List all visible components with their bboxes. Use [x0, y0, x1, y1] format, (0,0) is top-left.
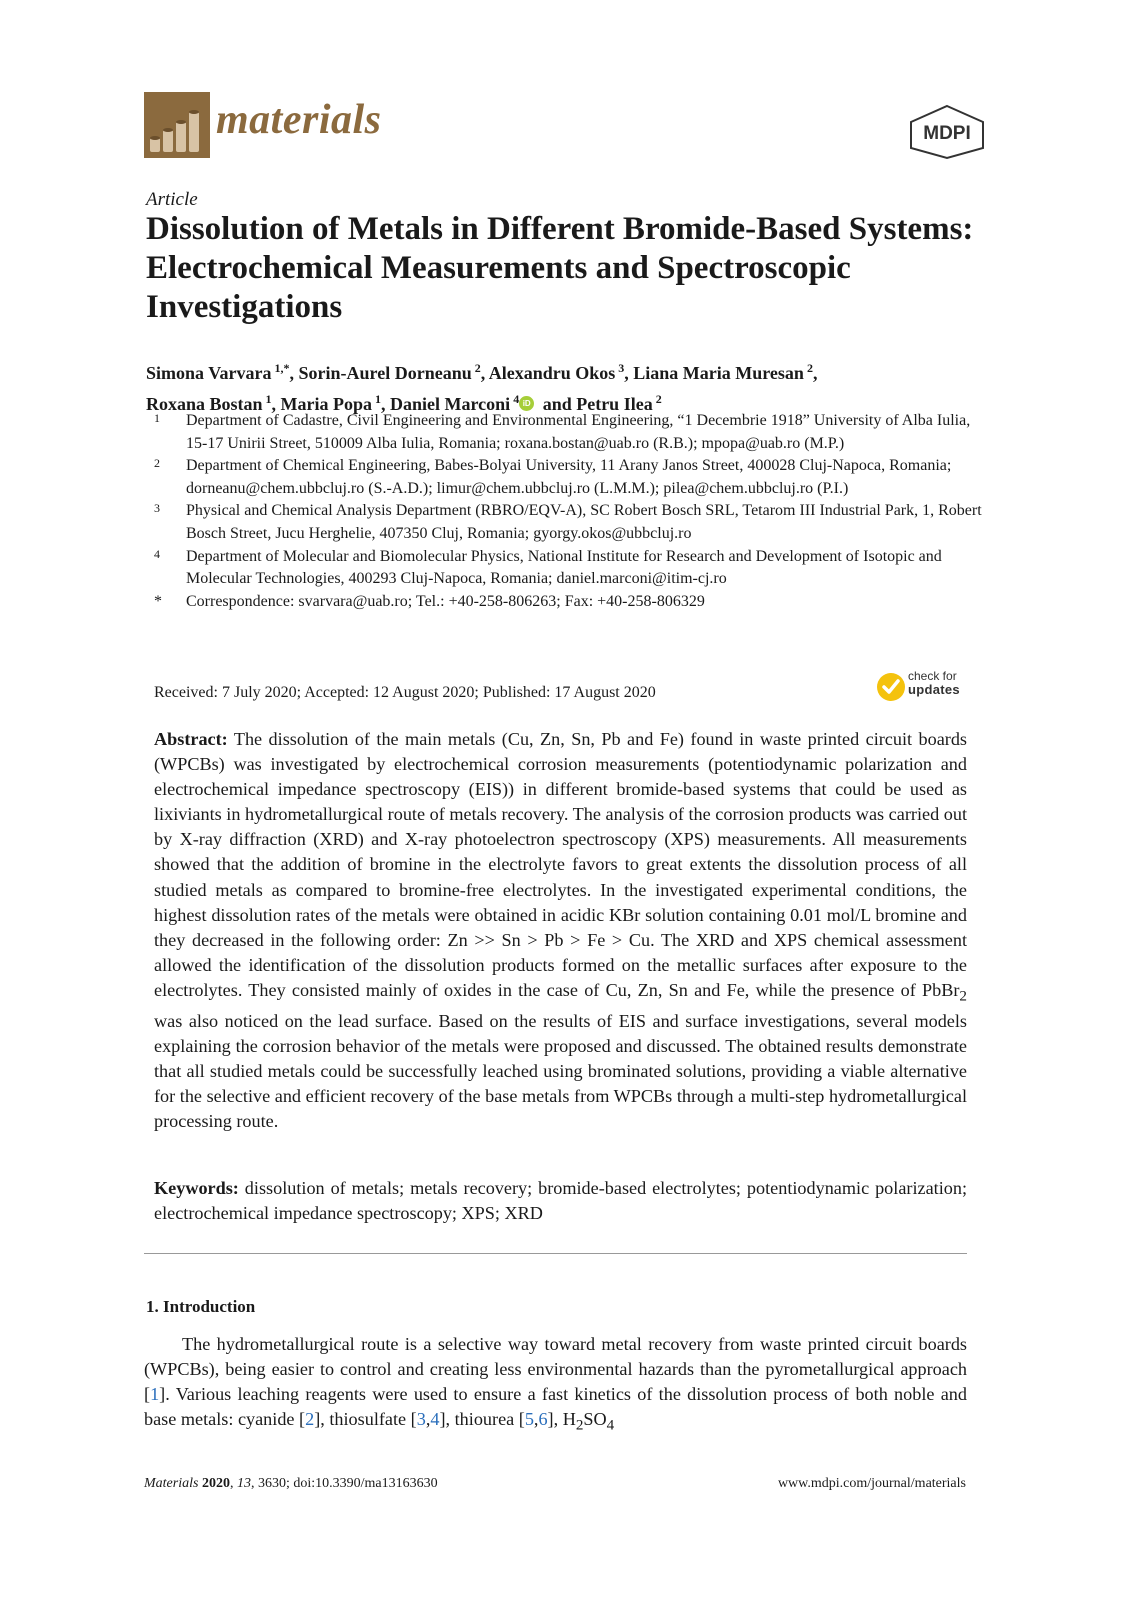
affiliation-text: Department of Molecular and Biomolecular Physics, National Institute for Research and Development of Isotopic and Molecular Technologies, 400293 Cluj-Napoca, Romania; daniel.marconi@itim-cj.ro: [186, 547, 942, 588]
affiliation-number: 1: [154, 411, 160, 425]
author-affiliation-marker: 2: [803, 361, 813, 375]
intro-text-segment: ]. Various leaching reagents were used to ensure a fast kinetics of the dissolution process of both noble and base metals: cyanide [: [144, 1384, 967, 1429]
introduction-paragraph: [144, 1332, 967, 1438]
section-divider: [144, 1253, 967, 1254]
abstract-subscript: 2: [959, 987, 967, 1005]
check-for-updates-badge[interactable]: [876, 668, 986, 708]
affiliations: [154, 410, 994, 613]
author-name[interactable]: Maria Popa: [280, 394, 373, 414]
citation-link[interactable]: 2: [305, 1409, 315, 1429]
intro-text-segment: The hydrometallurgical route is a selective way toward metal recovery from waste printed circuit boards (WPCBs), being easier to control and creating less environmental hazards than the pyrometallurgical approach [: [144, 1334, 967, 1404]
footer-journal: Materials: [144, 1476, 199, 1491]
author-name[interactable]: Daniel Marconi: [390, 394, 511, 414]
author-separator: ,: [271, 394, 281, 414]
affiliation-text: Department of Chemical Engineering, Babes-Bolyai University, 11 Arany Janos Street, 400028 Cluj-Napoca, Romania; dorneanu@chem.ubbcluj.ro (S.-A.D.); limur@chem.ubbcluj.ro (L.M.M.); pilea@chem.ubbcluj.ro (P.I.): [186, 457, 952, 497]
check-updates-icon: [876, 672, 906, 702]
publisher-name: MDPI: [923, 123, 971, 144]
journal-url-link[interactable]: www.mdpi.com/journal/materials: [777, 1476, 966, 1491]
author-affiliation-marker: 1: [372, 392, 382, 406]
footer-year: 2020: [201, 1476, 230, 1491]
citation-link[interactable]: 6: [538, 1409, 548, 1429]
author-name[interactable]: Petru Ilea: [576, 394, 653, 414]
abstract-text-part1: The dissolution of the main metals (Cu, Zn, Sn, Pb and Fe) found in waste printed circuit boards (WPCBs) was investigated by electrochemical corrosion measurements (potentiodynamic polarization and electrochemical impedance spectroscopy (EIS)) in different bromide-based systems that could be used as lixiviants in hydrometallurgical route of metals recovery. The analysis of the corrosion products was carried out by X-ray diffraction (XRD) and X-ray photoelectron spectroscopy (XPS) measurements. All measurements showed that the addition of bromine in the electrolyte favors to great extents the dissolution process of all studied metals as compared to bromine-free electrolytes. In the investigated experimental conditions, the highest dissolution rates of the metals were obtained in acidic KBr solution containing 0.01 mol/L bromine and they decreased in the following order: Zn >> Sn > Pb > Fe > Cu. The XRD and XPS chemical assessment allowed the identification of the dissolution products formed on the metallic surfaces after exposure to the electrolytes. They consisted mainly of oxides in the case of Cu, Zn, Sn and Fe, while the presence of PbBr: [154, 729, 967, 1000]
author-list: [146, 355, 1006, 417]
affiliation-text: Department of Cadastre, Civil Engineering and Environmental Engineering, “1 Decembrie 1918” University of Alba Iulia, 15-17 Unirii Street, 510009 Alba Iulia, Romania; roxana.bostan@uab.ro (R.B.); mpopa@uab.ro (M.P.): [186, 412, 971, 452]
author-name[interactable]: Simona Varvara: [146, 363, 272, 383]
correspondence-text: Correspondence: svarvara@uab.ro; Tel.: +40-258-806263; Fax: +40-258-806329: [186, 592, 705, 610]
citation-link[interactable]: 3: [416, 1409, 426, 1429]
intro-text-segment: ,: [533, 1409, 539, 1429]
author-separator: ,: [289, 363, 299, 383]
abstract-text-part2: was also noticed on the lead surface. Based on the results of EIS and surface investigations, several models explaining the corrosion behavior of the metals were proposed and discussed. The obtained results demonstrate that all studied metals could be successfully leached using brominated solutions, providing a viable alternative for the selective and efficient recovery of the base metals from WPCBs through a multi-step hydrometallurgical processing route.: [154, 1010, 967, 1132]
affiliation-text: Physical and Chemical Analysis Department (RBRO/EQV-A), SC Robert Bosch SRL, Tetarom III Industrial Park, 1, Robert Bosch Street, Jucu Herghelie, 407350 Cluj, Romania; gyorgy.okos@ubbcluj.ro: [186, 502, 982, 542]
mdpi-logo-icon: [907, 104, 987, 160]
chemical-subscript: 4: [606, 1416, 615, 1434]
intro-text-segment: SO: [583, 1409, 607, 1429]
journal-logo-icon: [144, 92, 210, 158]
affiliation-4: [154, 546, 994, 591]
publication-dates: Received: 7 July 2020; Accepted: 12 August 2020; Published: 17 August 2020: [154, 684, 656, 701]
intro-text-segment: ], thiosulfate [: [314, 1409, 417, 1429]
author-affiliation-marker: 1: [262, 392, 272, 406]
intro-text-segment: ], thiourea [: [439, 1409, 525, 1429]
check-updates-line2: updates: [908, 682, 960, 697]
affiliation-number: 2: [154, 456, 160, 471]
author-name[interactable]: Sorin-Aurel Dorneanu: [298, 363, 472, 383]
footer-volume: 13: [236, 1476, 251, 1491]
correspondence-symbol: *: [154, 592, 162, 610]
footer-citation: Materials 2020, 13, 3630; doi:10.3390/ma13163630: [144, 1476, 438, 1491]
keywords-label: Keywords:: [154, 1178, 239, 1198]
author-name[interactable]: Roxana Bostan: [146, 394, 263, 414]
citation-link[interactable]: 1: [150, 1384, 160, 1404]
author-affiliation-marker: 3: [615, 361, 625, 375]
abstract-label: Abstract:: [154, 729, 228, 749]
correspondence: [154, 591, 994, 614]
affiliation-1: [154, 410, 994, 455]
affiliation-number: 3: [154, 501, 160, 516]
affiliation-number: 4: [154, 546, 160, 561]
journal-name: materials: [216, 97, 382, 143]
paper-title: Dissolution of Metals in Different Bromide-Based Systems: Electrochemical Measurements and Spectroscopic Investigations: [146, 211, 974, 325]
orcid-icon[interactable]: iD: [519, 396, 534, 411]
citation-link[interactable]: 5: [524, 1409, 534, 1429]
author-separator: ,: [480, 363, 489, 383]
article-type: Article: [146, 189, 198, 210]
author-affiliation-marker: 2: [471, 361, 481, 375]
footer-doi: , 3630; doi:10.3390/ma13163630: [250, 1476, 438, 1491]
affiliation-3: [154, 500, 994, 545]
author-affiliation-marker: 2: [652, 392, 662, 406]
author-separator: and: [538, 394, 577, 414]
author-separator: ,: [624, 363, 634, 383]
keywords-text: dissolution of metals; metals recovery; bromide-based electrolytes; potentiodynamic polarization; electrochemical impedance spectroscopy; XPS; XRD: [154, 1178, 967, 1224]
author-separator: ,: [812, 363, 818, 383]
intro-text-segment: ], H: [547, 1409, 576, 1429]
author-name[interactable]: Liana Maria Muresan: [633, 363, 804, 383]
abstract: [154, 727, 967, 1134]
section-heading: 1. Introduction: [146, 1297, 256, 1316]
author-affiliation-marker: 4: [510, 392, 520, 406]
author-separator: ,: [381, 394, 391, 414]
intro-text-segment: ,: [425, 1409, 431, 1429]
author-affiliation-marker: 1,*: [271, 361, 290, 375]
chemical-subscript: 2: [575, 1416, 584, 1434]
author-name[interactable]: Alexandru Okos: [488, 363, 616, 383]
check-updates-line1: check for: [908, 669, 957, 683]
keywords: [154, 1176, 967, 1226]
citation-link[interactable]: 4: [430, 1409, 440, 1429]
affiliation-2: [154, 455, 994, 500]
